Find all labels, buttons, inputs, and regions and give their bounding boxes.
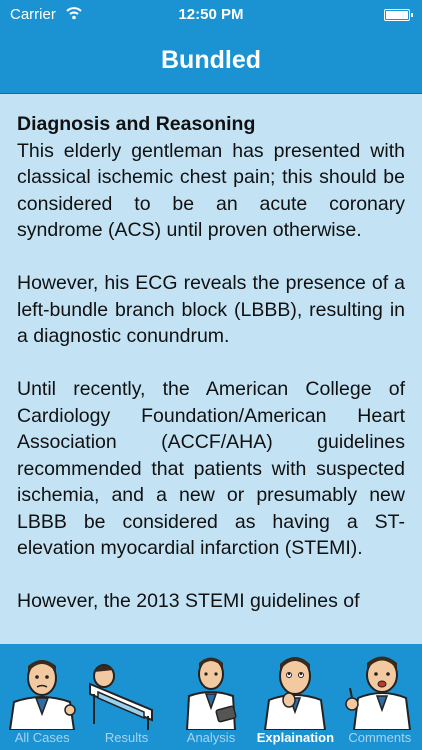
patient-in-bed-icon <box>86 654 166 730</box>
clock-time: 12:50 PM <box>178 6 244 23</box>
navigation-bar <box>0 30 422 93</box>
doctor-thinking-icon <box>255 654 335 730</box>
tab-label: Explaination <box>256 730 335 745</box>
section-heading: Diagnosis and Reasoning <box>17 113 256 135</box>
tab-label: Analysis <box>186 730 236 745</box>
doctor-pointing-icon <box>340 654 420 730</box>
explanation-paragraph: However, the 2013 STEMI guidelines of <box>17 590 360 612</box>
explanation-paragraph: This elderly gentleman has presented with classical ischemic chest pain; this should be considered to be an acute coronary syndrome (ACS) until proven otherwise. <box>17 139 405 241</box>
status-bar <box>0 0 422 30</box>
tab-analysis[interactable] <box>169 644 253 750</box>
tab-label: Results <box>104 730 149 745</box>
tab-all-cases[interactable] <box>0 644 84 750</box>
carrier-label: Carrier <box>10 6 56 23</box>
tab-comments[interactable] <box>338 644 422 750</box>
doctor-tablet-icon <box>171 654 251 730</box>
doctor-shrug-icon <box>2 654 82 730</box>
tab-bar <box>0 644 422 750</box>
tab-results[interactable] <box>84 644 168 750</box>
tab-label: All Cases <box>14 730 70 745</box>
explanation-paragraph: Until recently, the American College of Cardiology Foundation/American Heart Association (ACCF/AHA) guidelines recommended that patients with suspected ischemia, and a new or presumably new LBBB be considered as having a ST-elevation myocardial infarction (STEMI). <box>17 378 405 559</box>
tab-explaination[interactable] <box>253 644 337 750</box>
explanation-content[interactable] <box>0 94 422 644</box>
page-title: Bundled <box>161 46 261 74</box>
battery-icon <box>384 9 410 21</box>
explanation-paragraph: However, his ECG reveals the presence of a left-bundle branch block (LBBB), resulting in a diagnostic conundrum. <box>17 272 405 347</box>
tab-label: Comments <box>348 730 412 745</box>
